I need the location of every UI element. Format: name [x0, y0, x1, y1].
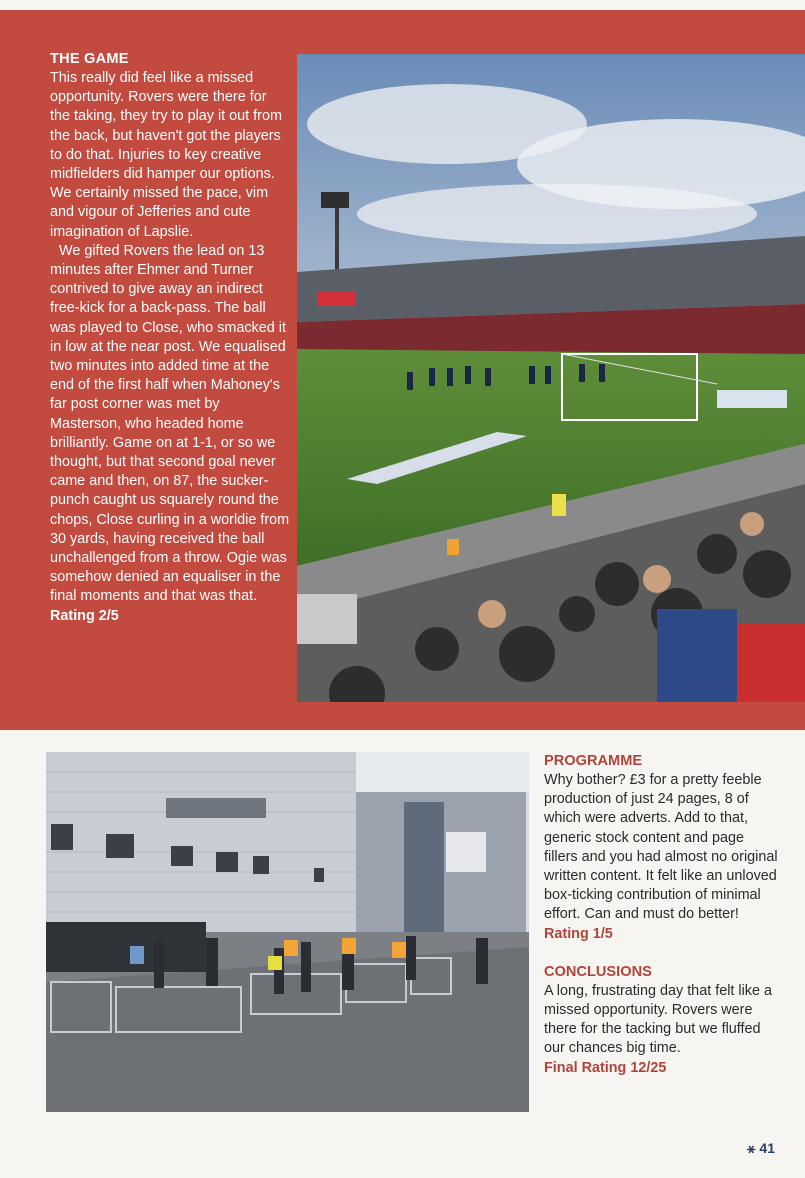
programme-body: Why bother? £3 for a pretty feeble production of just 24 pages, 8 of which were adverts. Add to that, generic stock content and page fillers and you had almost no original written content. It felt like an unloved box-ticking contribution of minimal effort. Can and must do better! — [544, 772, 778, 923]
stadium-exterior-photo — [46, 752, 529, 1112]
final-rating: Final Rating 12/25 — [544, 1059, 667, 1076]
game-paragraph-2: We gifted Rovers the lead on 13 minutes after Ehmer and Turner contrived to give away an indirect free-kick for a back-pass. The ball was played to Close, who smacked it in low at the near post. We equalised two minutes into added time at the end of the first half when Mahoney's far post corner was met by Masterson, who headed home brilliantly. Game on at 1-1, or so we thought, but that second goal never came and then, on 87, the sucker-punch caught us squarely round the chops, Close curling in a worldie from 30 yards, having received the ball unchallenged from a throw. Ogie was somehow denied an equaliser in the final moments and that was that. — [50, 242, 290, 605]
crest-mark-icon: ⚹ — [747, 1140, 756, 1156]
page-folio — [747, 1140, 775, 1157]
conclusions-body: A long, frustrating day that felt like a missed opportunity. Rovers were there for the tacking but we fluffed our chances big time. — [544, 982, 772, 1057]
conclusions-heading: CONCLUSIONS — [544, 963, 652, 980]
game-rating: Rating 2/5 — [50, 607, 119, 624]
game-heading: THE GAME — [50, 51, 129, 67]
section-spacer — [544, 944, 780, 963]
programme-rating: Rating 1/5 — [544, 925, 613, 942]
page-number: 41 — [759, 1140, 775, 1156]
game-section — [50, 50, 290, 626]
programme-heading: PROGRAMME — [544, 753, 643, 769]
game-paragraph-1: This really did feel like a missed opportunity. Rovers were there for the taking, they try to play it out from the back, but haven't got the players to do that. Injuries to key creative midfielders did hamper our options. We certainly missed the pace, vim and vigour of Jefferies and cute imagination of Lapslie. — [50, 70, 282, 240]
stadium-pitch-photo — [297, 54, 805, 702]
review-sidebar — [544, 752, 780, 1078]
